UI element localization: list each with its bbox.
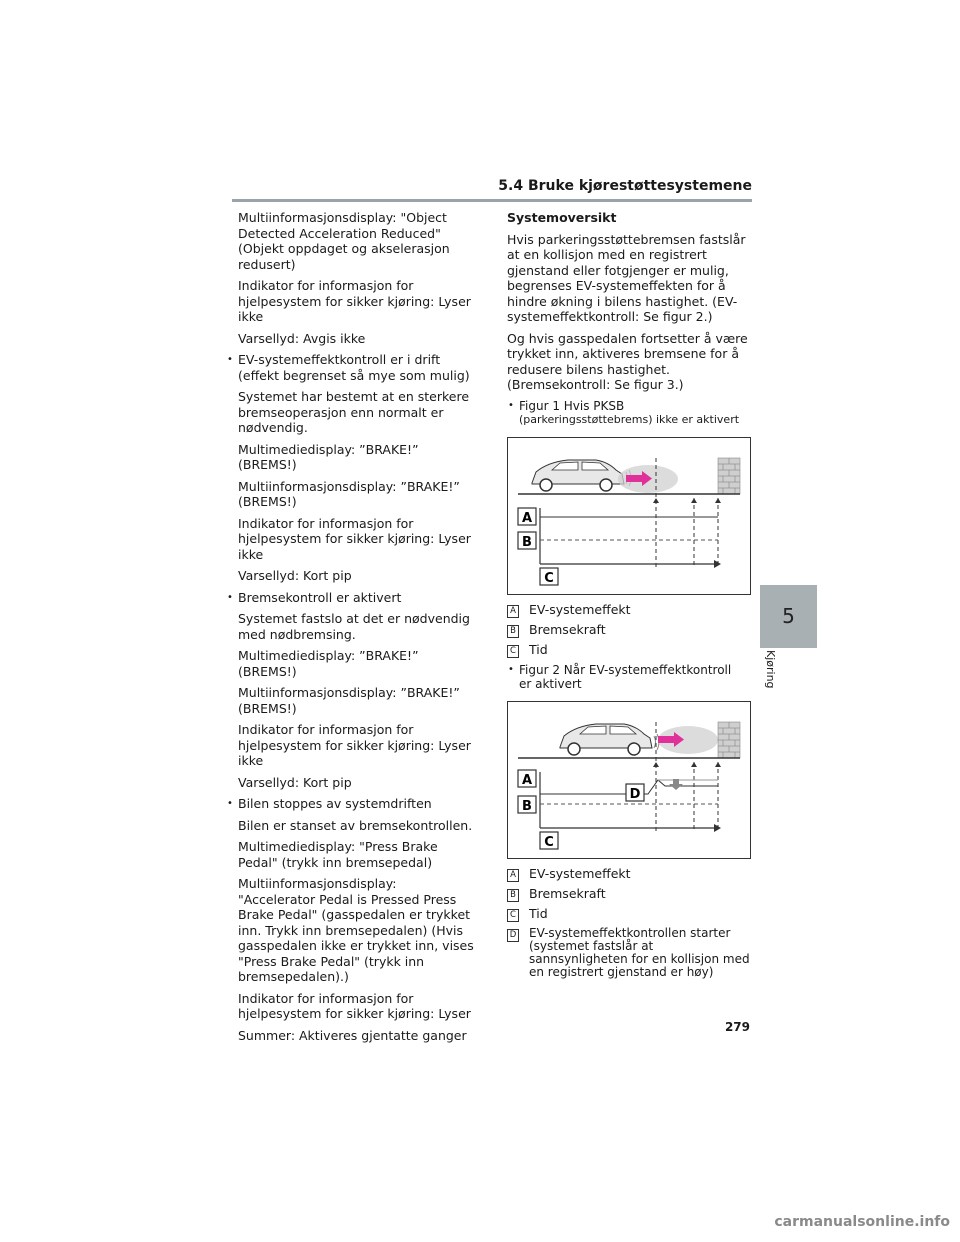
figure-caption-line: • Figur 1 Hvis PKSB (519, 398, 625, 413)
label-a-box (518, 508, 536, 526)
legend-key: B (507, 625, 519, 638)
legend-item (507, 927, 755, 979)
legend-item (507, 643, 755, 658)
watermark: carmanualsonline.info (774, 1214, 950, 1230)
label-a: A (521, 772, 533, 788)
figure-caption-line: (parkeringsstøttebrems) ikke er aktivert (519, 412, 740, 426)
legend-item (507, 907, 755, 922)
paragraph: Indikator for informasjon for hjelpesystem for sikker kjøring: Lyser (238, 990, 471, 1021)
paragraph: Systemet har bestemt at en sterkere bremseoperasjon enn normalt er nødvendig. (238, 389, 470, 435)
legend-key: A (507, 605, 519, 618)
car-icon (532, 460, 624, 491)
left-column (224, 210, 474, 1049)
paragraph: Multiinformasjonsdisplay: ”BRAKE!” (BREMS!) (238, 685, 460, 716)
car-icon (560, 724, 652, 755)
label-b: B (522, 534, 532, 550)
paragraph: Varsellyd: Avgis ikke (238, 330, 366, 346)
down-arrow-icon (669, 779, 683, 790)
paragraph: Multiinformasjonsdisplay: "Accelerator Pedal is Pressed Press Brake Pedal" (gasspedalen er trykket inn. Trykk inn bremsepedalen) (Hvis gasspedalen ikke er trykket inn, vises "Press Brake Pedal" (trykk inn bremsepedalen).) (238, 876, 474, 984)
paragraph: Multimediedisplay: ”BRAKE!” (BREMS!) (238, 441, 419, 472)
legend-text: Bremsekraft (529, 621, 606, 637)
legend-item (507, 867, 755, 882)
paragraph: Indikator for informasjon for hjelpesystem for sikker kjøring: Lyser ikke (238, 722, 471, 768)
paragraph: Indikator for informasjon for hjelpesystem for sikker kjøring: Lyser ikke (238, 515, 471, 562)
label-c-box (540, 568, 558, 586)
section-heading: Systemoversikt (507, 210, 617, 225)
label-d-box (626, 784, 644, 802)
page-number: 279 (724, 1020, 750, 1034)
legend-text: EV-systemeffektkontrollen starter (systemet fastslår at sannsynligheten for en kollisjon med en registrert gjenstand er høy) (529, 925, 750, 979)
figure-caption: • Figur 2 Når EV-systemeffektkontroll er aktivert (507, 663, 755, 691)
paragraph: Hvis parkeringsstøttebremsen fastslår at en kollisjon med en registrert gjenstand eller fotgjenger er mulig, begrenses EV-systemeffekten for å hindre økning i bilens hastighet. (EV-systemeffektkontroll: Se figur 2.) (507, 231, 746, 324)
chapter-number: 5 (782, 604, 795, 628)
wall-icon (718, 458, 740, 494)
legend-key: C (507, 645, 519, 658)
label-b: B (522, 798, 532, 814)
figure-caption (507, 399, 755, 427)
label-c: C (544, 834, 554, 850)
figure-2-diagram (508, 702, 750, 858)
header-rule (232, 199, 752, 202)
paragraph: Multiinformasjonsdisplay: "Object Detected Acceleration Reduced" (Objekt oppdaget og akselerasjon redusert) (238, 210, 450, 272)
wall-icon (718, 722, 740, 758)
label-c: C (544, 570, 554, 586)
figure-2 (507, 701, 751, 859)
legend-key: B (507, 889, 519, 902)
label-b-box (518, 796, 536, 814)
paragraph: Bilen er stanset av bremsekontrollen. (238, 817, 473, 833)
label-d: D (629, 786, 641, 802)
bullet-item: • EV-systemeffektkontroll er i drift (effekt begrenset så mye som mulig) (224, 352, 474, 383)
paragraph: Multimediedisplay: ”BRAKE!” (BREMS!) (238, 648, 419, 679)
paragraph: Varsellyd: Kort pip (238, 774, 352, 790)
bullet-item: • Bremsekontroll er aktivert (224, 590, 474, 606)
legend-item (507, 887, 755, 902)
paragraph: Multiinformasjonsdisplay: ”BRAKE!” (BREMS!) (238, 478, 460, 509)
legend-key: D (507, 929, 519, 942)
legend-key: C (507, 909, 519, 922)
label-b-box (518, 532, 536, 550)
legend-text: EV-systemeffekt (529, 601, 631, 617)
figure-1-diagram (508, 438, 750, 594)
bullet-item: • Bilen stoppes av systemdriften (224, 796, 474, 812)
figure-1 (507, 437, 751, 595)
legend-text: Bremsekraft (529, 885, 606, 901)
chapter-label: Kjøring (764, 650, 777, 689)
label-c-box (540, 832, 558, 850)
paragraph: Indikator for informasjon for hjelpesystem for sikker kjøring: Lyser ikke (238, 278, 471, 324)
paragraph: Varsellyd: Kort pip (238, 568, 352, 583)
legend-text: Tid (529, 905, 548, 921)
label-a: A (521, 510, 533, 526)
legend-key: A (507, 869, 519, 882)
legend-item (507, 603, 755, 618)
chapter-label-wrap (765, 650, 779, 710)
paragraph: Og hvis gasspedalen fortsetter å være trykket inn, aktiveres bremsene for å redusere bilens hastighet. (Bremsekontroll: Se figur 3.) (507, 330, 748, 392)
paragraph: Systemet fastslo at det er nødvendig med nødbremsing. (238, 611, 470, 642)
label-a-box (518, 770, 536, 788)
paragraph: Multimediedisplay: "Press Brake Pedal" (trykk inn bremsepedal) (238, 839, 438, 870)
section-header: 5.4 Bruke kjørestøttesystemene (498, 178, 752, 194)
right-column (507, 210, 755, 984)
legend-text: EV-systemeffekt (529, 865, 631, 881)
legend-text: Tid (529, 641, 548, 657)
paragraph: Summer: Aktiveres gjentatte ganger (238, 1027, 467, 1043)
legend-item (507, 623, 755, 638)
